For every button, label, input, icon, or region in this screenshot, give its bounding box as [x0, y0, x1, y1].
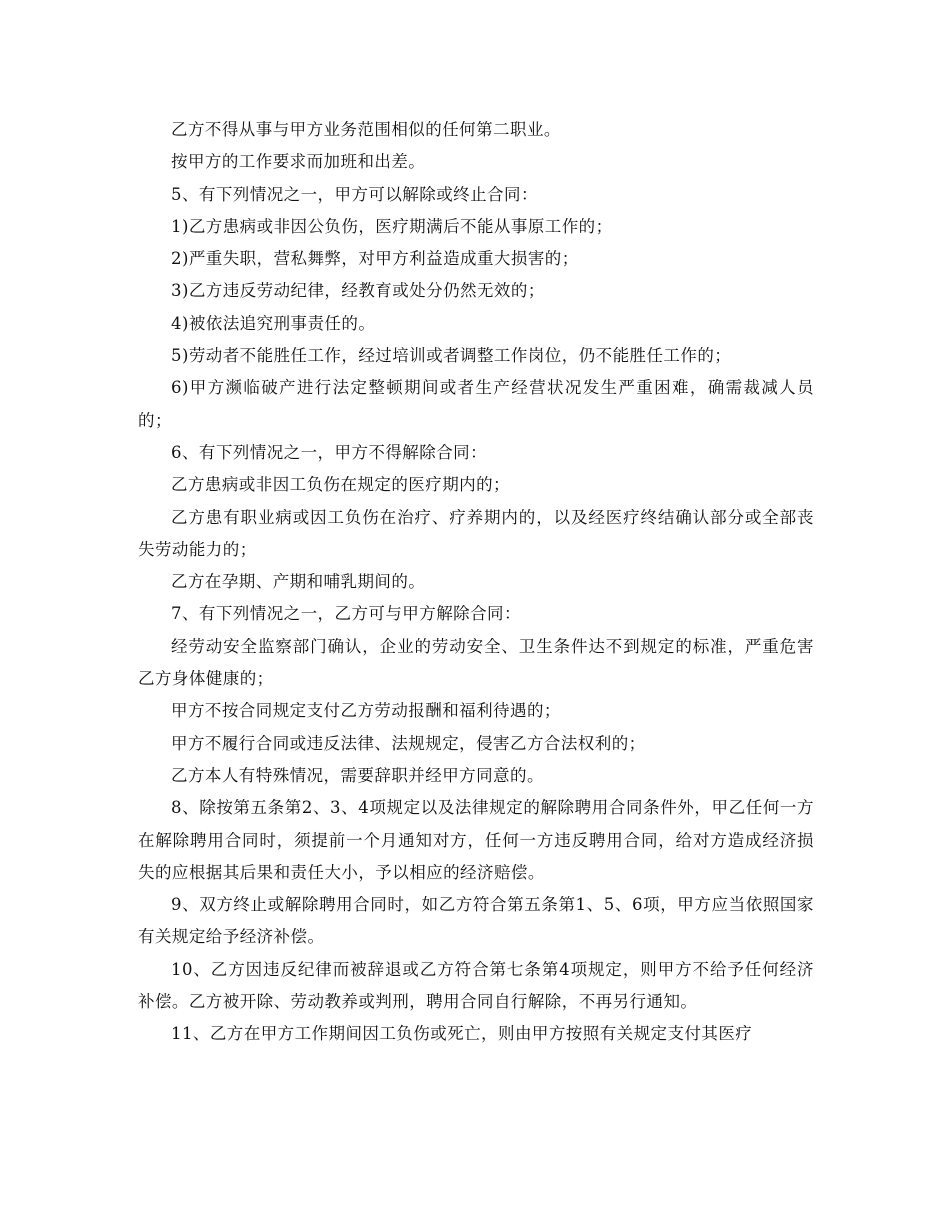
paragraph: 8、除按第五条第2、3、4项规定以及法律规定的解除聘用合同条件外，甲乙任何一方在解除聘用合同时，须提前一个月通知对方，任何一方违反聘用合同，给对方造成经济损失的应根据其后果和责任大小，予以相应的经济赔偿。	[138, 798, 814, 882]
paragraph: 5、有下列情况之一，甲方可以解除或终止合同：	[171, 184, 538, 204]
paragraph: 按甲方的工作要求而加班和出差。	[171, 152, 426, 172]
paragraph: 乙方患病或非因工负伤在规定的医疗期内的；	[171, 475, 510, 495]
paragraph: 经劳动安全监察部门确认，企业的劳动安全、卫生条件达不到规定的标准，严重危害乙方身体健康的；	[138, 636, 814, 689]
paragraph: 乙方在孕期、产期和哺乳期间的。	[171, 572, 426, 592]
paragraph: 7、有下列情况之一，乙方可与甲方解除合同：	[171, 604, 521, 624]
paragraph: 5)劳动者不能胜任工作，经过培训或者调整工作岗位，仍不能胜任工作的；	[171, 346, 732, 366]
paragraph: 10、乙方因违反纪律而被辞退或乙方符合第七条第4项规定，则甲方不给予任何经济补偿。乙方被开除、劳动教养或判刑，聘用合同自行解除，不再另行通知。	[138, 959, 814, 1012]
paragraph: 1)乙方患病或非因公负伤，医疗期满后不能从事原工作的；	[171, 216, 613, 236]
paragraph: 甲方不履行合同或违反法律、法规规定，侵害乙方合法权利的；	[171, 733, 646, 753]
paragraph: 4)被依法追究刑事责任的。	[171, 313, 376, 333]
paragraph: 3)乙方违反劳动纪律，经教育或处分仍然无效的；	[171, 281, 545, 301]
paragraph: 11、乙方在甲方工作期间因工负伤或死亡，则由甲方按照有关规定支付其医疗	[171, 1024, 753, 1044]
paragraph: 6)甲方濒临破产进行法定整顿期间或者生产经营状况发生严重困难，确需裁减人员的；	[138, 378, 814, 430]
paragraph: 9、双方终止或解除聘用合同时，如乙方符合第五条第1、5、6项，甲方应当依照国家有关规定给予经济补偿。	[138, 895, 814, 947]
paragraph: 甲方不按合同规定支付乙方劳动报酬和福利待遇的；	[171, 701, 561, 721]
paragraph: 6、有下列情况之一，甲方不得解除合同：	[171, 442, 488, 462]
paragraph: 乙方本人有特殊情况，需要辞职并经甲方同意的。	[171, 765, 544, 785]
document-body	[138, 114, 814, 1051]
paragraph: 乙方患有职业病或因工负伤在治疗、疗养期内的，以及经医疗终结确认部分或全部丧失劳动能力的；	[138, 507, 814, 559]
paragraph: 2)严重失职，营私舞弊，对甲方利益造成重大损害的；	[171, 249, 579, 269]
paragraph: 乙方不得从事与甲方业务范围相似的任何第二职业。	[171, 120, 561, 139]
